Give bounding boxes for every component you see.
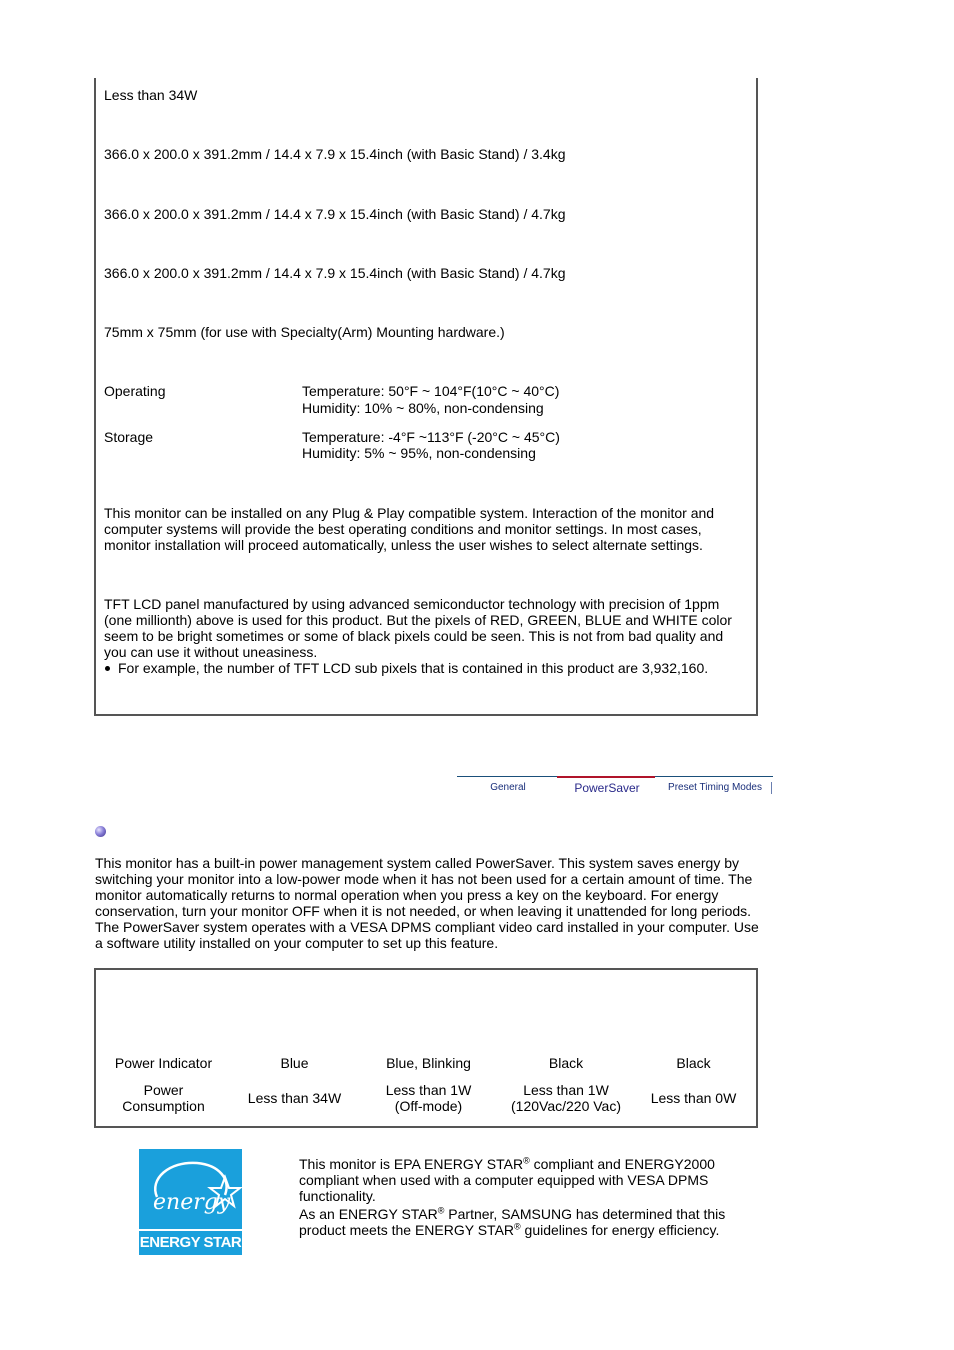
env-storage-temperature: Temperature: -4°F ~113°F (-20°C ~ 45°C) [302,429,560,445]
energy-star-paragraph-2 [299,1206,749,1238]
table-cell: Black [676,1055,711,1071]
text-span: compliant and ENERGY2000 compliant when used with a computer equipped with VESA DPMS functionality. [299,1156,715,1204]
energy-star-logo [139,1149,242,1255]
table-cell: Power Indicator [114,1055,213,1071]
dimensions-value: 366.0 x 200.0 x 391.2mm / 14.4 x 7.9 x 15.4inch (with Basic Stand) / 3.4kg [104,146,566,162]
table-row [100,1052,750,1074]
env-storage-humidity: Humidity: 5% ~ 95%, non-condensing [302,445,536,461]
cell-line: Less than 34W [247,1090,342,1106]
text-span: guidelines for energy efficiency. [520,1222,720,1238]
env-operating-humidity: Humidity: 10% ~ 80%, non-condensing [302,400,544,416]
powersaver-table [100,1052,750,1122]
env-operating-label: Operating [104,383,166,399]
table-cell [227,1074,362,1122]
dimensions-value: 366.0 x 200.0 x 391.2mm / 14.4 x 7.9 x 15.4inch (with Basic Stand) / 4.7kg [104,206,566,222]
cell-line: Less than 0W [650,1090,737,1106]
section-tabs [457,776,773,798]
cell-line: Less than 1W [523,1082,609,1098]
bullet-text: For example, the number of TFT LCD sub pixels that is contained in this product are 3,932,160. [118,660,709,676]
power-consumption-value: Less than 34W [104,87,198,103]
registered-mark: ® [514,1221,521,1232]
energy-star-text [299,1156,749,1238]
table-cell [495,1074,637,1122]
table-cell [100,1074,227,1122]
energy-star-logo-text: ENERGY STAR [139,1234,242,1251]
cell-line: (Off-mode) [394,1098,463,1114]
energy-script-text: energy [153,1190,231,1215]
energy-star-icon [139,1149,242,1229]
bullet-icon [105,666,110,671]
plug-and-play-text: This monitor can be installed on any Plug & Play compatible system. Interaction of the monitor and computer systems will provide the best operating conditions and monitor settings. In most cases, monitor installation will proceed automatically, unless the user wishes to select alternate settings. [104,505,715,553]
section-bullet-icon [95,826,106,837]
table-cell [637,1074,750,1122]
dot-acceptable-text: TFT LCD panel manufactured by using advanced semiconductor technology with precision of 1ppm (one millionth) above is used for this product. But the pixels of RED, GREEN, BLUE and WHITE color seem to be bright sometimes or some of black pixels could be seen. This is not from bad quality and you can use it without uneasiness. [104,596,732,660]
table-cell: Black [548,1055,584,1071]
table-row [100,1074,750,1122]
tab-separator [771,782,772,794]
env-storage-label: Storage [104,429,154,445]
text-span: Partner, SAMSUNG has determined that this product meets the ENERGY STAR [299,1206,726,1238]
tab-preset-timing-modes[interactable]: Preset Timing Modes [668,782,762,793]
text-span: As an ENERGY STAR [299,1206,438,1222]
registered-mark: ® [437,1205,445,1216]
dot-acceptable-bullet [104,660,708,676]
table-cell [362,1074,495,1122]
table-cell: Blue, Blinking [386,1055,471,1071]
dimensions-value: 366.0 x 200.0 x 391.2mm / 14.4 x 7.9 x 15.4inch (with Basic Stand) / 4.7kg [104,265,566,281]
vesa-mount-value: 75mm x 75mm (for use with Specialty(Arm) Mounting hardware.) [104,324,505,340]
cell-line: Consumption [122,1098,205,1114]
text-span: This monitor is EPA ENERGY STAR [299,1156,524,1172]
registered-mark: ® [523,1155,530,1166]
tab-powersaver[interactable]: PowerSaver [574,781,640,795]
env-operating-temperature: Temperature: 50°F ~ 104°F(10°C ~ 40°C) [302,383,560,399]
cell-line: Power [143,1082,184,1098]
cell-line: (120Vac/220 Vac) [511,1098,621,1114]
tab-general[interactable]: General [490,782,526,793]
energy-star-paragraph-1 [299,1156,749,1204]
table-cell: Blue [280,1055,309,1071]
powersaver-intro: This monitor has a built-in power management system called PowerSaver. This system saves energy by switching your monitor into a low-power mode when it has not been used for a certain amount of time. The monitor automatically returns to normal operation when you press a key on the keyboard. For energy conservation, turn your monitor OFF when it is not needed, or when leaving it unattended for long periods. The PowerSaver system operates with a VESA DPMS compliant video card installed in your computer. Use a software utility installed on your computer to set up this feature. [95,855,759,951]
cell-line: Less than 1W [385,1082,472,1098]
